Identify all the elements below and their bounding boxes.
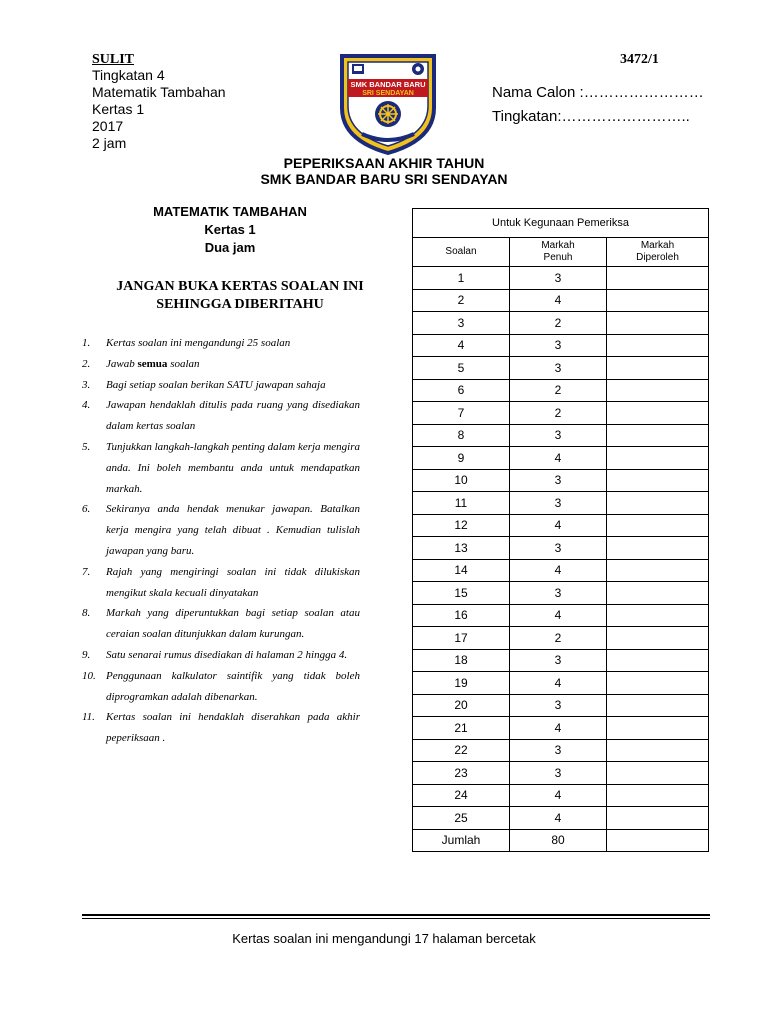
question-number-cell: 23 <box>413 762 510 785</box>
full-mark-cell: 4 <box>510 807 607 830</box>
obtained-mark-cell[interactable] <box>607 672 709 695</box>
obtained-mark-cell[interactable] <box>607 334 709 357</box>
full-mark-cell: 3 <box>510 739 607 762</box>
instruction-number: 1. <box>82 337 91 349</box>
instruction-item <box>82 562 360 604</box>
full-mark-cell: 4 <box>510 717 607 740</box>
marks-table-title: Untuk Kegunaan Pemeriksa <box>413 209 709 238</box>
question-number-cell: 11 <box>413 492 510 515</box>
question-number-cell: 2 <box>413 289 510 312</box>
question-number-cell: 22 <box>413 739 510 762</box>
obtained-mark-cell[interactable] <box>607 762 709 785</box>
marks-table <box>412 208 709 852</box>
obtained-mark-cell[interactable] <box>607 492 709 515</box>
total-row <box>413 829 709 852</box>
table-row <box>413 469 709 492</box>
question-number-cell: 17 <box>413 627 510 650</box>
form-label: Tingkatan 4 <box>92 67 165 83</box>
obtained-mark-cell[interactable] <box>607 424 709 447</box>
full-mark-cell: 3 <box>510 537 607 560</box>
full-mark-cell: 3 <box>510 334 607 357</box>
full-mark-cell: 4 <box>510 289 607 312</box>
full-mark-cell: 4 <box>510 447 607 470</box>
paper-code: 3472/1 <box>620 52 659 67</box>
obtained-mark-cell[interactable] <box>607 447 709 470</box>
question-number-cell: 18 <box>413 649 510 672</box>
question-number-cell: 3 <box>413 312 510 335</box>
table-row <box>413 402 709 425</box>
table-row <box>413 447 709 470</box>
subject-label: Matematik Tambahan <box>92 84 226 100</box>
total-label-cell: Jumlah <box>413 829 510 852</box>
question-number-cell: 4 <box>413 334 510 357</box>
exam-school-line: SMK BANDAR BARU SRI SENDAYAN <box>260 171 508 187</box>
instruction-item <box>82 333 360 354</box>
table-row <box>413 627 709 650</box>
obtained-mark-cell[interactable] <box>607 649 709 672</box>
question-number-cell: 14 <box>413 559 510 582</box>
obtained-mark-cell[interactable] <box>607 739 709 762</box>
obtained-mark-cell[interactable] <box>607 559 709 582</box>
obtained-mark-cell[interactable] <box>607 717 709 740</box>
full-mark-cell: 3 <box>510 649 607 672</box>
table-row <box>413 559 709 582</box>
table-row <box>413 604 709 627</box>
table-row <box>413 267 709 290</box>
table-row <box>413 334 709 357</box>
obtained-mark-cell[interactable] <box>607 784 709 807</box>
question-number-cell: 5 <box>413 357 510 380</box>
subject-block-title: MATEMATIK TAMBAHAN <box>153 204 307 219</box>
year-label: 2017 <box>92 118 124 134</box>
obtained-mark-cell[interactable] <box>607 469 709 492</box>
warning-notice <box>80 278 400 314</box>
instruction-item <box>82 707 360 749</box>
instruction-number: 11. <box>82 711 95 724</box>
obtained-mark-cell[interactable] <box>607 627 709 650</box>
instruction-number: 3. <box>82 378 91 391</box>
total-value-cell: 80 <box>510 829 607 852</box>
obtained-mark-cell[interactable] <box>607 357 709 380</box>
classification-label: SULIT <box>92 52 135 67</box>
table-row <box>413 694 709 717</box>
candidate-name-field[interactable]: Nama Calon :…………………… <box>492 84 704 101</box>
exam-title <box>0 155 768 187</box>
column-header: Markah Penuh <box>510 238 607 267</box>
full-mark-cell: 4 <box>510 604 607 627</box>
paper-meta <box>92 67 226 152</box>
crest-school-line1: SMK BANDAR BARU <box>350 80 426 89</box>
question-number-cell: 24 <box>413 784 510 807</box>
school-crest-icon <box>338 50 438 156</box>
table-row <box>413 717 709 740</box>
warning-line: JANGAN BUKA KERTAS SOALAN INI <box>116 279 364 294</box>
instruction-text: Kertas soalan ini hendaklah diserahkan pada akhir peperiksaan . <box>106 711 360 745</box>
full-mark-cell: 3 <box>510 492 607 515</box>
question-number-cell: 20 <box>413 694 510 717</box>
instruction-item <box>82 499 360 561</box>
question-number-cell: 1 <box>413 267 510 290</box>
instruction-text: Satu senarai rumus disediakan di halaman 2 hingga 4. <box>106 648 348 661</box>
instruction-number: 9. <box>82 648 91 661</box>
exam-title-line: PEPERIKSAAN AKHIR TAHUN <box>283 155 485 171</box>
instruction-number: 2. <box>82 357 91 370</box>
instruction-number: 4. <box>82 399 91 412</box>
question-number-cell: 19 <box>413 672 510 695</box>
full-mark-cell: 2 <box>510 627 607 650</box>
full-mark-cell: 3 <box>510 469 607 492</box>
instruction-text: Bagi setiap soalan berikan SATU jawapan sahaja <box>106 378 326 391</box>
instruction-text: soalan <box>167 357 200 370</box>
full-mark-cell: 3 <box>510 694 607 717</box>
table-row <box>413 762 709 785</box>
candidate-fields <box>492 84 704 125</box>
full-mark-cell: 4 <box>510 672 607 695</box>
paper-label: Kertas 1 <box>92 101 145 117</box>
duration-label: 2 jam <box>92 135 127 151</box>
instruction-text: Sekiranya anda hendak menukar jawapan. Batalkan kerja mengira yang telah dibuat . Kemudian tulislah jawapan yang baru. <box>106 503 360 557</box>
full-mark-cell: 3 <box>510 357 607 380</box>
instruction-item <box>82 437 360 499</box>
instruction-text: Jawapan hendaklah ditulis pada ruang yang disediakan dalam kertas soalan <box>106 399 360 433</box>
instruction-item <box>82 645 360 666</box>
question-number-cell: 13 <box>413 537 510 560</box>
instruction-text: Tunjukkan langkah-langkah penting dalam kerja mengira anda. Ini boleh membantu anda untuk mendapatkan markah. <box>106 440 360 495</box>
footer-divider <box>82 918 710 919</box>
question-number-cell: 25 <box>413 807 510 830</box>
obtained-mark-cell[interactable] <box>607 694 709 717</box>
instruction-number: 6. <box>82 503 91 516</box>
obtained-mark-cell[interactable] <box>607 379 709 402</box>
subject-block-duration: Dua jam <box>204 240 256 255</box>
question-number-cell: 6 <box>413 379 510 402</box>
obtained-mark-cell[interactable] <box>607 582 709 605</box>
instruction-item <box>82 395 360 437</box>
table-row <box>413 289 709 312</box>
full-mark-cell: 4 <box>510 559 607 582</box>
obtained-mark-cell[interactable] <box>607 604 709 627</box>
table-row <box>413 739 709 762</box>
table-row <box>413 357 709 380</box>
question-number-cell: 7 <box>413 402 510 425</box>
question-number-cell: 21 <box>413 717 510 740</box>
full-mark-cell: 4 <box>510 784 607 807</box>
instruction-emphasis: semua <box>137 357 168 370</box>
obtained-mark-cell[interactable] <box>607 402 709 425</box>
instruction-item <box>82 354 360 375</box>
instruction-number: 7. <box>82 565 91 578</box>
full-mark-cell: 3 <box>510 762 607 785</box>
instruction-item <box>82 603 360 645</box>
instruction-text: Kertas soalan ini mengandungi 25 soalan <box>106 337 291 349</box>
obtained-mark-cell[interactable] <box>607 312 709 335</box>
warning-line: SEHINGGA DIBERITAHU <box>156 297 324 312</box>
table-row <box>413 492 709 515</box>
instruction-item <box>82 666 360 708</box>
candidate-form-field[interactable]: Tingkatan:…………………….. <box>492 108 690 125</box>
total-obtained-cell[interactable] <box>607 829 709 852</box>
question-number-cell: 16 <box>413 604 510 627</box>
crest-school-line2: SRI SENDAYAN <box>362 90 414 97</box>
question-number-cell: 15 <box>413 582 510 605</box>
subject-block <box>80 203 380 257</box>
table-row <box>413 379 709 402</box>
obtained-mark-cell[interactable] <box>607 807 709 830</box>
instruction-number: 5. <box>82 440 91 453</box>
question-number-cell: 8 <box>413 424 510 447</box>
table-row <box>413 582 709 605</box>
table-row <box>413 537 709 560</box>
instruction-item <box>82 375 360 396</box>
instruction-text: Markah yang diperuntukkan bagi setiap soalan atau ceraian soalan ditunjukkan dalam kurungan. <box>106 607 360 641</box>
column-header: Markah Diperoleh <box>607 238 709 267</box>
full-mark-cell: 4 <box>510 514 607 537</box>
table-row <box>413 672 709 695</box>
full-mark-cell: 2 <box>510 312 607 335</box>
table-row <box>413 312 709 335</box>
table-row <box>413 649 709 672</box>
instructions-list <box>82 333 360 749</box>
full-mark-cell: 2 <box>510 379 607 402</box>
full-mark-cell: 3 <box>510 582 607 605</box>
obtained-mark-cell[interactable] <box>607 289 709 312</box>
instruction-text: Jawab <box>106 357 138 370</box>
column-header: Soalan <box>413 238 510 267</box>
full-mark-cell: 3 <box>510 424 607 447</box>
table-row <box>413 514 709 537</box>
question-number-cell: 12 <box>413 514 510 537</box>
instruction-number: 8. <box>82 607 91 620</box>
footer-divider <box>82 914 710 916</box>
footer-note: Kertas soalan ini mengandungi 17 halaman bercetak <box>232 931 536 946</box>
instruction-text: Penggunaan kalkulator saintifik yang tidak boleh diprogramkan adalah dibenarkan. <box>106 669 360 703</box>
full-mark-cell: 2 <box>510 402 607 425</box>
table-row <box>413 424 709 447</box>
subject-block-paper: Kertas 1 <box>204 222 256 237</box>
obtained-mark-cell[interactable] <box>607 537 709 560</box>
table-row <box>413 807 709 830</box>
instruction-number: 10. <box>82 669 96 682</box>
question-number-cell: 10 <box>413 469 510 492</box>
question-number-cell: 9 <box>413 447 510 470</box>
obtained-mark-cell[interactable] <box>607 514 709 537</box>
full-mark-cell: 3 <box>510 267 607 290</box>
instruction-text: Rajah yang mengiringi soalan ini tidak dilukiskan mengikut skala kecuali dinyatakan <box>106 565 360 599</box>
table-row <box>413 784 709 807</box>
obtained-mark-cell[interactable] <box>607 267 709 290</box>
